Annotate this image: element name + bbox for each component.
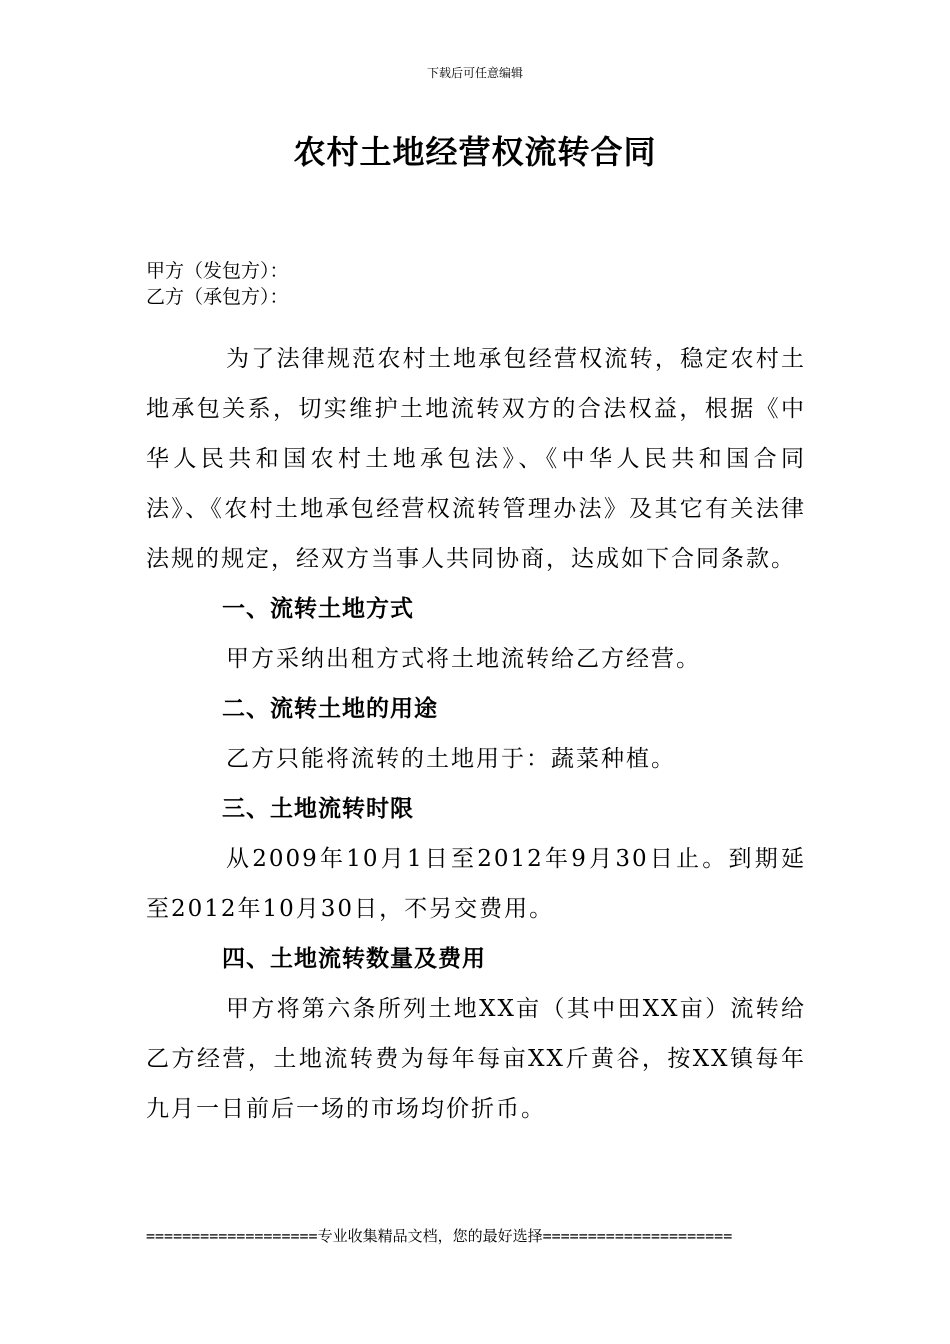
footer-banner: ===================专业收集精品文档，您的最好选择===================== — [146, 1227, 733, 1245]
document-title: 农村土地经营权流转合同 — [293, 133, 657, 171]
header-note: 下载后可任意编辑 — [426, 66, 523, 80]
section-text-1: 甲方采纳出租方式将土地流转给乙方经营。 — [226, 646, 701, 672]
section-heading-1: 一、流转土地方式 — [222, 595, 414, 622]
party-b-label: 乙方（承包方）： — [146, 286, 289, 308]
section-text-3: 从2009年10月1日至2012年9月30日止。到期延至2012年10月30日，不另交费用。 — [146, 846, 806, 922]
section-heading-2: 二、流转土地的用途 — [222, 695, 438, 722]
parties-block — [146, 258, 289, 310]
section-heading-3: 三、土地流转时限 — [222, 795, 414, 822]
contract-body — [146, 334, 806, 1134]
section-text-2: 乙方只能将流转的土地用于：蔬菜种植。 — [226, 746, 676, 772]
party-a-label: 甲方（发包方）： — [146, 260, 289, 282]
section-heading-4: 四、土地流转数量及费用 — [222, 945, 486, 972]
intro-paragraph: 为了法律规范农村土地承包经营权流转，稳定农村土地承包关系，切实维护土地流转双方的合法权益，根据《中华人民共和国农村土地承包法》、《中华人民共和国合同法》、《农村土地承包经营权流转管理办法》及其它有关法律法规的规定，经双方当事人共同协商，达成如下合同条款。 — [146, 346, 806, 572]
section-text-4: 甲方将第六条所列土地XX亩（其中田XX亩）流转给乙方经营，土地流转费为每年每亩XX斤黄谷，按XX镇每年九月一日前后一场的市场均价折币。 — [146, 996, 806, 1122]
